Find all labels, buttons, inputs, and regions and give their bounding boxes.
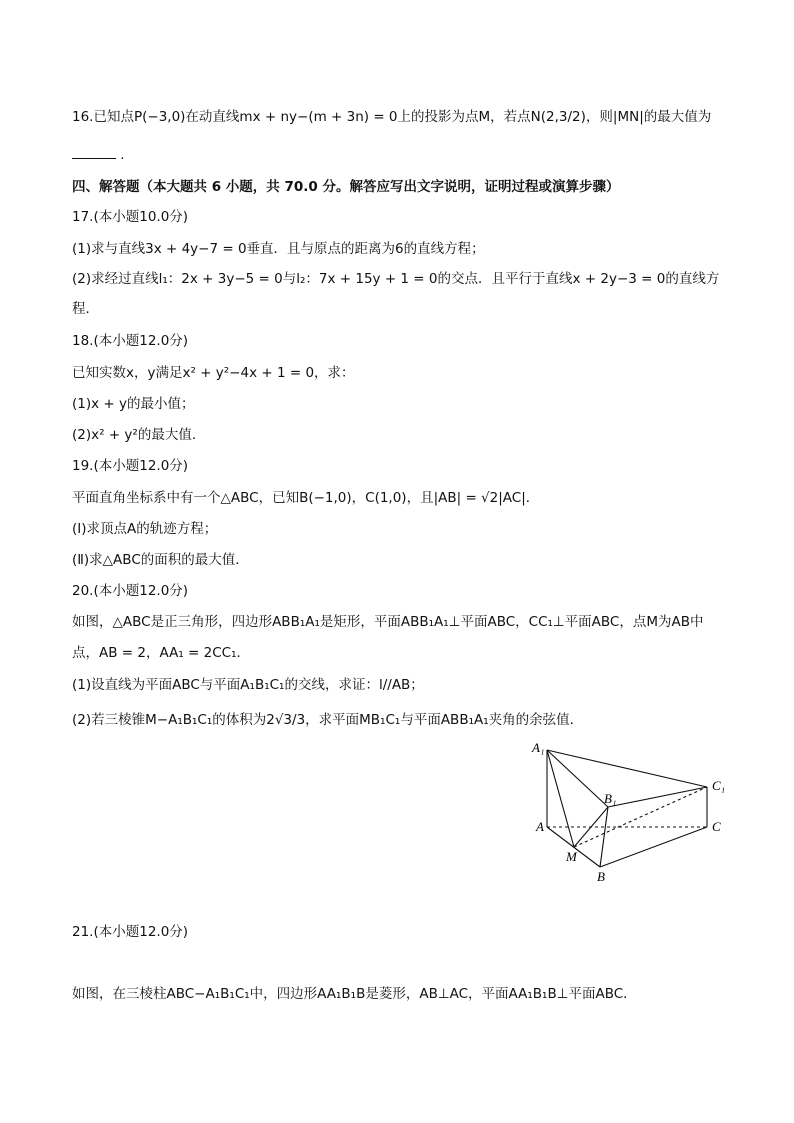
- q21-head: 21.(本小题12.0分): [72, 924, 189, 940]
- q20-head: 20.(本小题12.0分): [72, 583, 189, 599]
- label-c: C: [712, 819, 721, 834]
- q20-stem-line1: 如图，△ABC是正三角形，四边形ABB₁A₁是矩形，平面ABB₁A₁⊥平面ABC，CC₁⊥平面ABC，点M为AB中: [72, 614, 704, 630]
- label-m: M: [566, 849, 577, 864]
- q19-part1: (Ⅰ)求顶点A的轨迹方程；: [72, 521, 218, 537]
- q16-line1: 16.已知点P(−3,0)在动直线mx + ny−(m + 3n) = 0上的投影为点M，若点N(2,3/2)，则|MN|的最大值为: [72, 109, 712, 125]
- answer-blank: [72, 148, 116, 159]
- q20-stem-line2: 点，AB = 2，AA₁ = 2CC₁．: [72, 645, 250, 661]
- label-a: A: [536, 819, 544, 834]
- q20-part2: (2)若三棱锥M−A₁B₁C₁的体积为2√3/3，求平面MB₁C₁与平面ABB₁A₁夹角的余弦值．: [72, 712, 584, 728]
- q17-part2-line2: 程．: [72, 301, 99, 317]
- label-c1: C₁: [712, 778, 726, 793]
- prism-figure: [520, 730, 740, 890]
- q16-line2-end: .: [116, 147, 125, 163]
- q17-part2-line1: (2)求经过直线l₁：2x + 3y−5 = 0与l₂：7x + 15y + 1 = 0的交点．且平行于直线x + 2y−3 = 0的直线方: [72, 271, 720, 287]
- q19-head: 19.(本小题12.0分): [72, 458, 189, 474]
- q19-part2: (Ⅱ)求△ABC的面积的最大值．: [72, 552, 249, 568]
- q18-part1: (1)x + y的最小值；: [72, 396, 195, 412]
- label-b: B: [597, 869, 605, 884]
- q19-stem: 平面直角坐标系中有一个△ABC，已知B(−1,0)，C(1,0)，且|AB| = √2|AC|．: [72, 490, 540, 506]
- q18-head: 18.(本小题12.0分): [72, 333, 189, 349]
- section-4-title: 四、解答题（本大题共 6 小题，共 70.0 分。解答应写出文字说明，证明过程或演算步骤）: [72, 179, 620, 195]
- q18-part2: (2)x² + y²的最大值．: [72, 427, 206, 443]
- q17-head: 17.(本小题10.0分): [72, 209, 189, 225]
- q20-part1: (1)设直线为平面ABC与平面A₁B₁C₁的交线，求证：l//AB；: [72, 677, 424, 693]
- q17-part1: (1)求与直线3x + 4y−7 = 0垂直．且与原点的距离为6的直线方程；: [72, 241, 485, 257]
- label-a1: A₁: [532, 740, 545, 755]
- q21-stem: 如图，在三棱柱ABC−A₁B₁C₁中，四边形AA₁B₁B是菱形，AB⊥AC，平面AA₁B₁B⊥平面ABC．: [72, 986, 637, 1002]
- q18-stem: 已知实数x，y满足x² + y²−4x + 1 = 0，求：: [72, 365, 355, 381]
- label-b1: B₁: [604, 791, 617, 806]
- q16-line2: [72, 146, 125, 164]
